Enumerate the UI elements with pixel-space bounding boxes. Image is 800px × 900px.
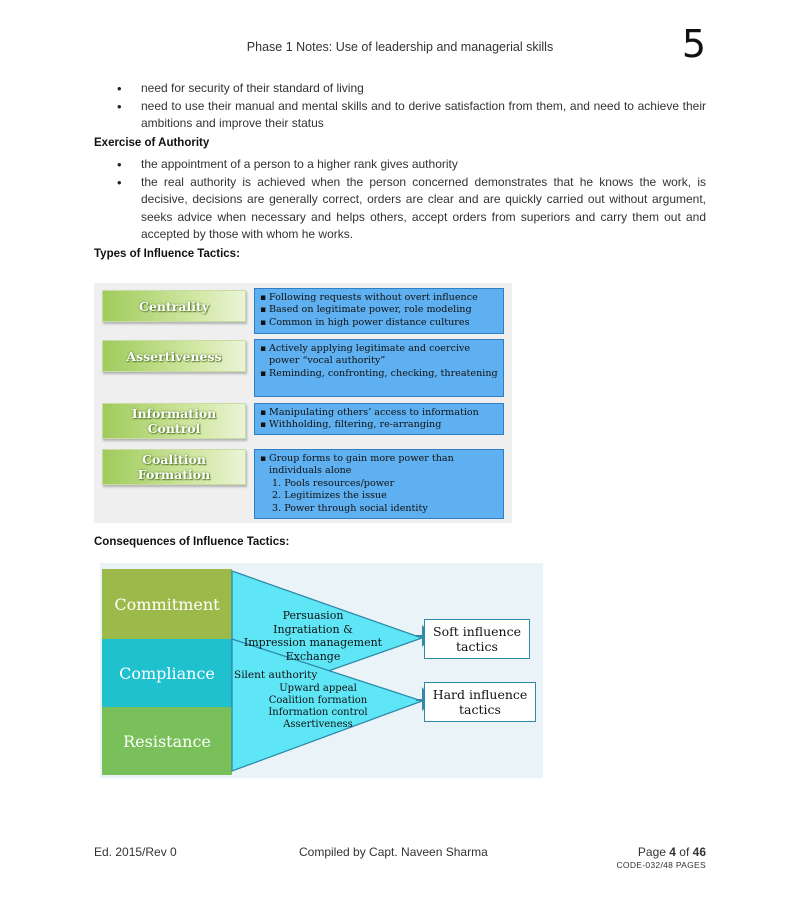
tactic-label-text: Assertiveness (126, 348, 222, 364)
needs-list (120, 80, 706, 133)
tactic-point: ▪ Reminding, confronting, checking, threatening (260, 368, 498, 380)
page-of: of (675, 845, 693, 859)
tactic-label-text: Information (131, 406, 217, 421)
soft-box-line: tactics (456, 639, 498, 654)
tactic-point: ▪ Common in high power distance cultures (260, 317, 498, 329)
soft-tactic-item: Persuasion (282, 609, 344, 622)
footer-code: CODE-032/48 PAGES (616, 860, 706, 870)
outcome-compliance: Compliance (102, 639, 232, 707)
tactic-numbered-point: 2. Legitimizes the issue (272, 490, 387, 502)
tactic-point: ▪ Group forms to gain more power than individuals alone (260, 453, 498, 478)
tactic-point: ▪ Following requests without overt influence (260, 292, 498, 304)
tactic-label-assertiveness (102, 340, 246, 372)
page-total: 46 (692, 845, 706, 859)
middle-tactic: Silent authority (234, 669, 318, 681)
authority-heading: Exercise of Authority (94, 136, 210, 149)
tactic-label-centrality (102, 290, 246, 322)
chapter-number: 5 (681, 22, 706, 66)
outcome-resistance: Resistance (102, 707, 232, 775)
footer-page-number (638, 845, 706, 859)
soft-tactics-list (243, 609, 383, 663)
tactic-label-coalition-formation (102, 449, 246, 485)
hard-tactic-item: Information control (268, 707, 368, 718)
soft-tactic-item: Impression management (243, 636, 383, 649)
tactic-desc-centrality (254, 288, 504, 334)
hard-influence-box (424, 682, 536, 722)
tactics-heading: Types of Influence Tactics: (94, 247, 240, 260)
hard-tactic-item: Assertiveness (283, 719, 353, 730)
list-item: • the appointment of a person to a higher rank gives authority (120, 156, 706, 174)
tactic-numbered-point: 3. Power through social identity (272, 502, 428, 514)
tactic-desc-information-control (254, 403, 504, 435)
tactic-point: ▪ Actively applying legitimate and coercive power “vocal authority” (260, 343, 498, 368)
consequences-figure (100, 563, 543, 778)
influence-tactics-figure (94, 283, 512, 523)
hard-box-line: tactics (459, 702, 501, 717)
tactic-label-information-control (102, 403, 246, 439)
tactic-label-text: Formation (137, 467, 211, 482)
tactic-label-text: Centrality (139, 298, 209, 314)
list-item: • the real authority is achieved when the person concerned demonstrates that he knows the work, is decisive, decisions are generally correct, orders are clear and are quickly carried out without argument, seeks advice when necessary and helps others, accept orders from superiors and carry them out and accepted by those with whom he works. (120, 174, 706, 244)
soft-box-line: Soft influence (433, 624, 521, 639)
list-item: • need to use their manual and mental skills and to derive satisfaction from them, and need to achieve their ambitions and improve their status (120, 98, 706, 133)
tactics-wedges (100, 563, 543, 778)
tactic-label-text: Control (147, 421, 201, 436)
page-prefix: Page (637, 845, 670, 859)
list-item: • need for security of their standard of living (120, 80, 706, 98)
consequences-heading: Consequences of Influence Tactics: (94, 536, 290, 548)
soft-influence-box (424, 619, 530, 659)
tactic-desc-coalition-formation (254, 449, 504, 519)
footer-edition: Ed. 2015/Rev 0 (94, 845, 177, 859)
tactic-point: ▪ Withholding, filtering, re-arranging (260, 419, 498, 431)
footer-compiled-by: Compiled by Capt. Naveen Sharma (299, 845, 488, 859)
authority-list (120, 156, 706, 244)
hard-tactics-list (258, 683, 378, 731)
hard-tactic-item: Coalition formation (268, 695, 368, 706)
soft-tactic-item: Exchange (285, 649, 341, 663)
tactic-label-text: Coalition (142, 452, 206, 467)
body-text (94, 80, 706, 263)
outcome-commitment: Commitment (102, 569, 232, 639)
page-current: 4 (669, 845, 676, 859)
tactic-point: ▪ Manipulating others’ access to information (260, 407, 498, 419)
page-header-title: Phase 1 Notes: Use of leadership and managerial skills (246, 40, 554, 54)
hard-box-line: Hard influence (432, 687, 528, 702)
tactic-desc-assertiveness (254, 339, 504, 397)
tactic-point: ▪ Based on legitimate power, role modeling (260, 304, 498, 316)
tactic-numbered-point: 1. Pools resources/power (272, 477, 395, 489)
hard-tactic-item: Upward appeal (279, 683, 357, 694)
soft-tactic-item: Ingratiation & (273, 622, 353, 636)
